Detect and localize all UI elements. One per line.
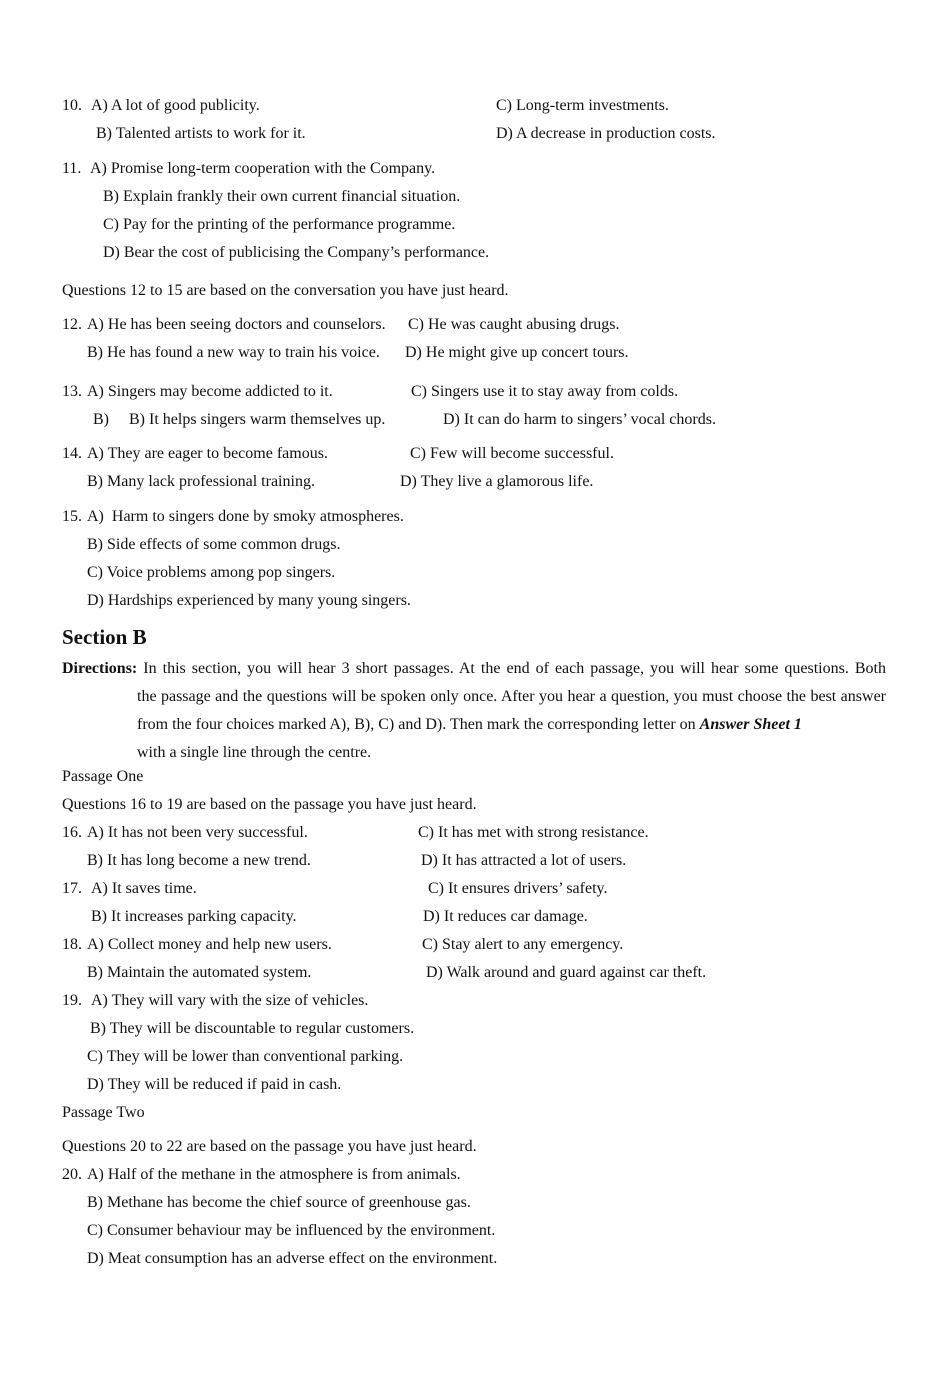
question-11-option-c: C) Pay for the printing of the performance programme.	[103, 216, 456, 233]
question-15-number: 15.	[62, 508, 82, 525]
intro-questions-20-22: Questions 20 to 22 are based on the passage you have just heard.	[62, 1138, 477, 1155]
question-20-option-a: A) Half of the methane in the atmosphere is from animals.	[87, 1166, 461, 1183]
question-10-option-b: B) Talented artists to work for it.	[96, 125, 306, 142]
question-14-number: 14.	[62, 445, 82, 462]
question-13-option-c: C) Singers use it to stay away from colds.	[411, 383, 679, 400]
directions-label: Directions:	[62, 660, 138, 677]
question-15-option-d: D) Hardships experienced by many young singers.	[87, 592, 411, 609]
question-20-option-d: D) Meat consumption has an adverse effect on the environment.	[87, 1250, 498, 1267]
question-17-option-c: C) It ensures drivers’ safety.	[428, 880, 608, 897]
question-13-stray-label: B)	[93, 411, 109, 428]
question-18-number: 18.	[62, 936, 82, 953]
question-18-option-b: B) Maintain the automated system.	[87, 964, 312, 981]
question-18-option-c: C) Stay alert to any emergency.	[422, 936, 624, 953]
question-14-option-d: D) They live a glamorous life.	[400, 473, 594, 490]
passage-one-heading: Passage One	[62, 768, 144, 785]
question-10-option-d: D) A decrease in production costs.	[496, 125, 716, 142]
question-11-option-d: D) Bear the cost of publicising the Company’s performance.	[103, 244, 490, 261]
question-16-option-c: C) It has met with strong resistance.	[418, 824, 649, 841]
question-12-option-c: C) He was caught abusing drugs.	[408, 316, 620, 333]
question-10-option-c: C) Long-term investments.	[496, 97, 669, 114]
question-12-option-d: D) He might give up concert tours.	[405, 344, 629, 361]
question-13-option-b: B) It helps singers warm themselves up.	[129, 411, 386, 428]
question-20-option-c: C) Consumer behaviour may be influenced by the environment.	[87, 1222, 496, 1239]
section-b-heading: Section B	[62, 625, 147, 649]
question-12-option-a: A) He has been seeing doctors and counselors.	[87, 316, 386, 333]
question-14-option-a: A) They are eager to become famous.	[87, 445, 328, 462]
question-19-number: 19.	[62, 992, 82, 1009]
directions-continued	[62, 683, 886, 767]
question-12-option-b: B) He has found a new way to train his voice.	[87, 344, 380, 361]
question-16-number: 16.	[62, 824, 82, 841]
question-11-option-a: A) Promise long-term cooperation with the Company.	[90, 160, 436, 177]
directions-end: with a single line through the centre.	[137, 744, 372, 761]
question-15-option-b: B) Side effects of some common drugs.	[87, 536, 341, 553]
question-19-option-a: A) They will vary with the size of vehicles.	[91, 992, 369, 1009]
question-15-option-c: C) Voice problems among pop singers.	[87, 564, 336, 581]
question-17-option-d: D) It reduces car damage.	[423, 908, 588, 925]
passage-two-heading: Passage Two	[62, 1104, 145, 1121]
question-11-number: 11.	[62, 160, 82, 177]
question-20-number: 20.	[62, 1166, 82, 1183]
question-18-option-a: A) Collect money and help new users.	[87, 936, 332, 953]
question-10-option-a: A) A lot of good publicity.	[91, 97, 260, 114]
question-16-option-a: A) It has not been very successful.	[87, 824, 308, 841]
question-17-option-b: B) It increases parking capacity.	[91, 908, 297, 925]
question-16-option-d: D) It has attracted a lot of users.	[421, 852, 627, 869]
question-11-option-b: B) Explain frankly their own current financial situation.	[103, 188, 461, 205]
question-19-option-b: B) They will be discountable to regular customers.	[90, 1020, 415, 1037]
question-16-option-b: B) It has long become a new trend.	[87, 852, 311, 869]
question-18-option-d: D) Walk around and guard against car theft.	[426, 964, 707, 981]
question-14-option-c: C) Few will become successful.	[410, 445, 614, 462]
intro-questions-16-19: Questions 16 to 19 are based on the passage you have just heard.	[62, 796, 477, 813]
question-12-number: 12.	[62, 316, 82, 333]
question-13-option-d: D) It can do harm to singers’ vocal chords.	[443, 411, 716, 428]
question-13-option-a: A) Singers may become addicted to it.	[87, 383, 333, 400]
question-17-number: 17.	[62, 880, 82, 897]
directions-body: the passage and the questions will be spoken only once. After you hear a question, you must choose the best answer from the four choices marked A), B), C) and D). Then mark the corresponding letter on	[137, 688, 886, 733]
question-19-option-d: D) They will be reduced if paid in cash.	[87, 1076, 342, 1093]
question-10-number: 10.	[62, 97, 82, 114]
question-19-option-c: C) They will be lower than conventional parking.	[87, 1048, 404, 1065]
question-14-option-b: B) Many lack professional training.	[87, 473, 315, 490]
question-13-number: 13.	[62, 383, 82, 400]
directions-line-1: In this section, you will hear 3 short passages. At the end of each passage, you will hear some questions. Both	[143, 660, 886, 677]
directions-first-line	[62, 655, 886, 683]
answer-sheet-reference: Answer Sheet 1	[699, 716, 802, 733]
intro-questions-12-15: Questions 12 to 15 are based on the conversation you have just heard.	[62, 282, 509, 299]
question-15-option-a: A) Harm to singers done by smoky atmospheres.	[87, 508, 404, 525]
question-17-option-a: A) It saves time.	[91, 880, 197, 897]
section-b-directions	[62, 655, 886, 767]
question-20-option-b: B) Methane has become the chief source of greenhouse gas.	[87, 1194, 471, 1211]
